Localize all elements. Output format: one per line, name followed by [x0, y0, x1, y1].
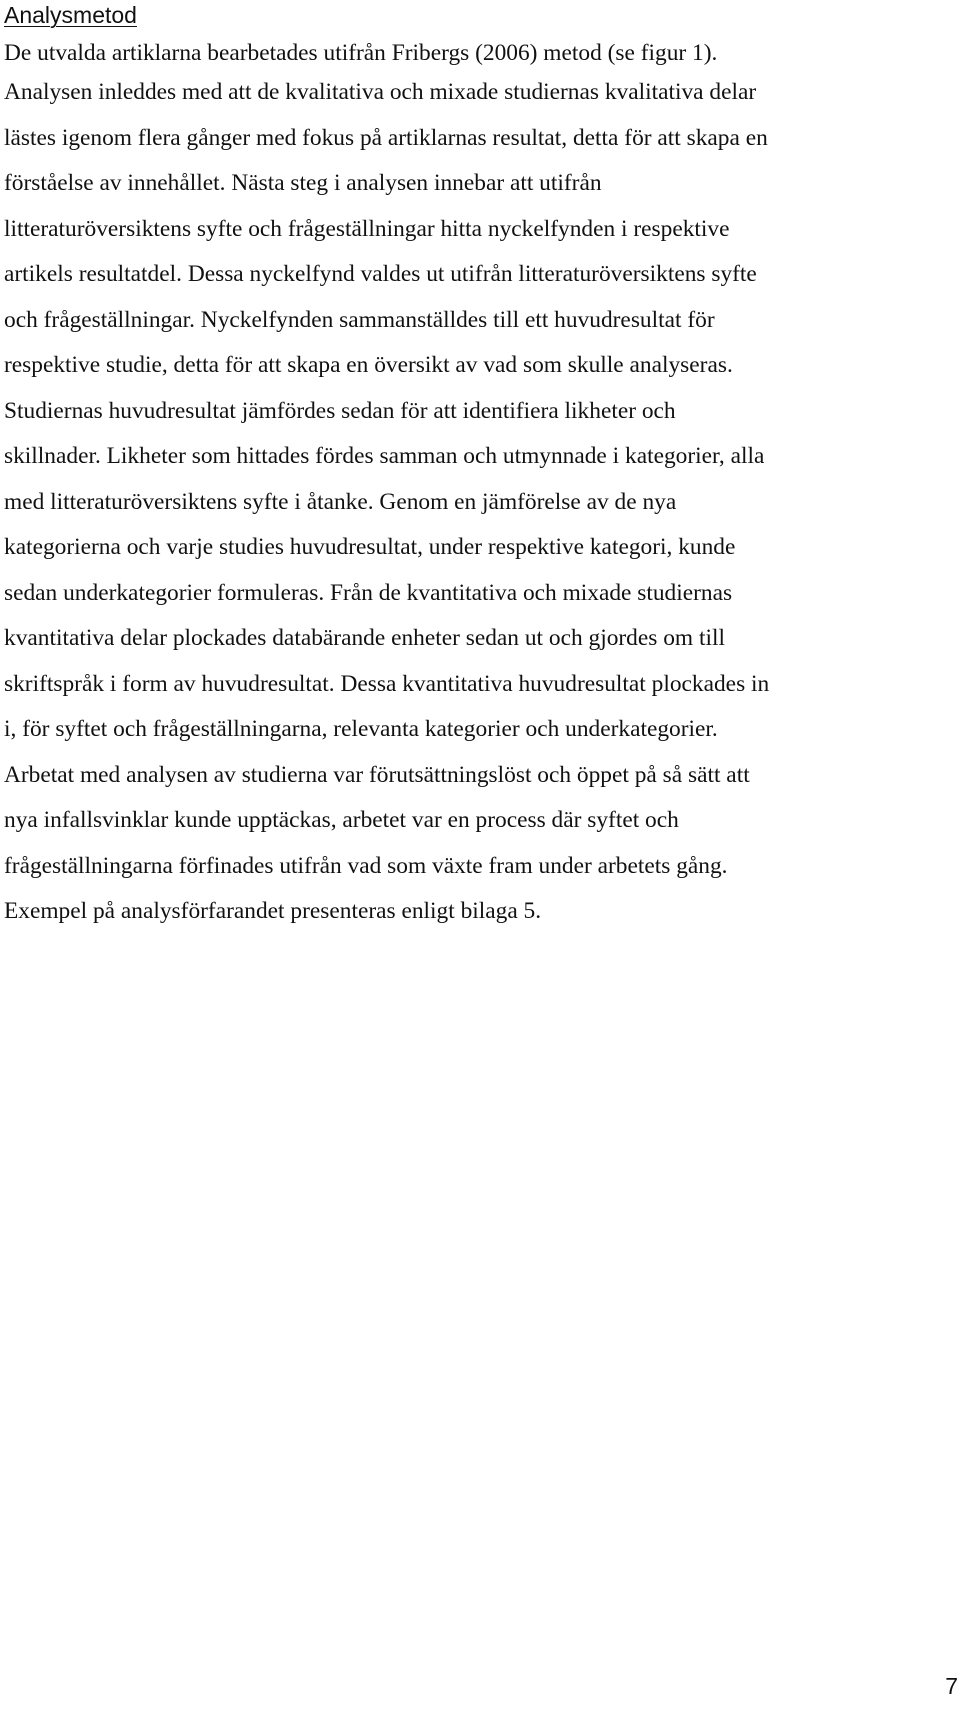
text-line: Exempel på analysförfarandet presenteras enligt bilaga 5.	[4, 898, 542, 924]
text-line: Arbetat med analysen av studierna var förutsättningslöst och öppet på så sätt att	[4, 761, 750, 788]
text-line: artikels resultatdel. Dessa nyckelfynd valdes ut utifrån litteraturöversiktens syfte	[4, 261, 757, 287]
text-line: med litteraturöversiktens syfte i åtanke. Genom en jämförelse av de nya	[4, 488, 677, 515]
text-line: kategorierna och varje studies huvudresultat, under respektive kategori, kunde	[4, 534, 736, 560]
text-line: i, för syftet och frågeställningarna, relevanta kategorier och underkategorier.	[4, 716, 718, 742]
text-line: och frågeställningar. Nyckelfynden sammanställdes till ett huvudresultat för	[4, 306, 715, 333]
text-line: respektive studie, detta för att skapa en översikt av vad som skulle analyseras.	[4, 352, 733, 378]
text-line: frågeställningarna förfinades utifrån vad som växte fram under arbetets gång.	[4, 852, 728, 879]
text-line: förståelse av innehållet. Nästa steg i analysen innebar att utifrån	[4, 170, 602, 196]
text-line: kvantitativa delar plockades databärande enheter sedan ut och gjordes om till	[4, 625, 725, 651]
text-line: lästes igenom flera gånger med fokus på artiklarnas resultat, detta för att skapa en	[4, 124, 768, 151]
text-line: nya infallsvinklar kunde upptäckas, arbetet var en process där syftet och	[4, 807, 679, 833]
text-line: Studiernas huvudresultat jämfördes sedan för att identifiera likheter och	[4, 397, 676, 424]
page-number: 7	[945, 1673, 958, 1699]
text-line: litteraturöversiktens syfte och frågeställningar hitta nyckelfynden i respektive	[4, 215, 730, 242]
text-line: Analysen inleddes med att de kvalitativa och mixade studiernas kvalitativa delar	[4, 79, 757, 105]
body-paragraph	[4, 36, 959, 935]
text-line: De utvalda artiklarna bearbetades utifrån Fribergs (2006) metod (se figur 1).	[4, 40, 718, 66]
section-heading: Analysmetod	[4, 2, 137, 28]
text-line: sedan underkategorier formuleras. Från de kvantitativa och mixade studiernas	[4, 579, 733, 606]
text-line: skriftspråk i form av huvudresultat. Dessa kvantitativa huvudresultat plockades in	[4, 670, 770, 697]
text-line: skillnader. Likheter som hittades fördes samman och utmynnade i kategorier, alla	[4, 443, 765, 469]
